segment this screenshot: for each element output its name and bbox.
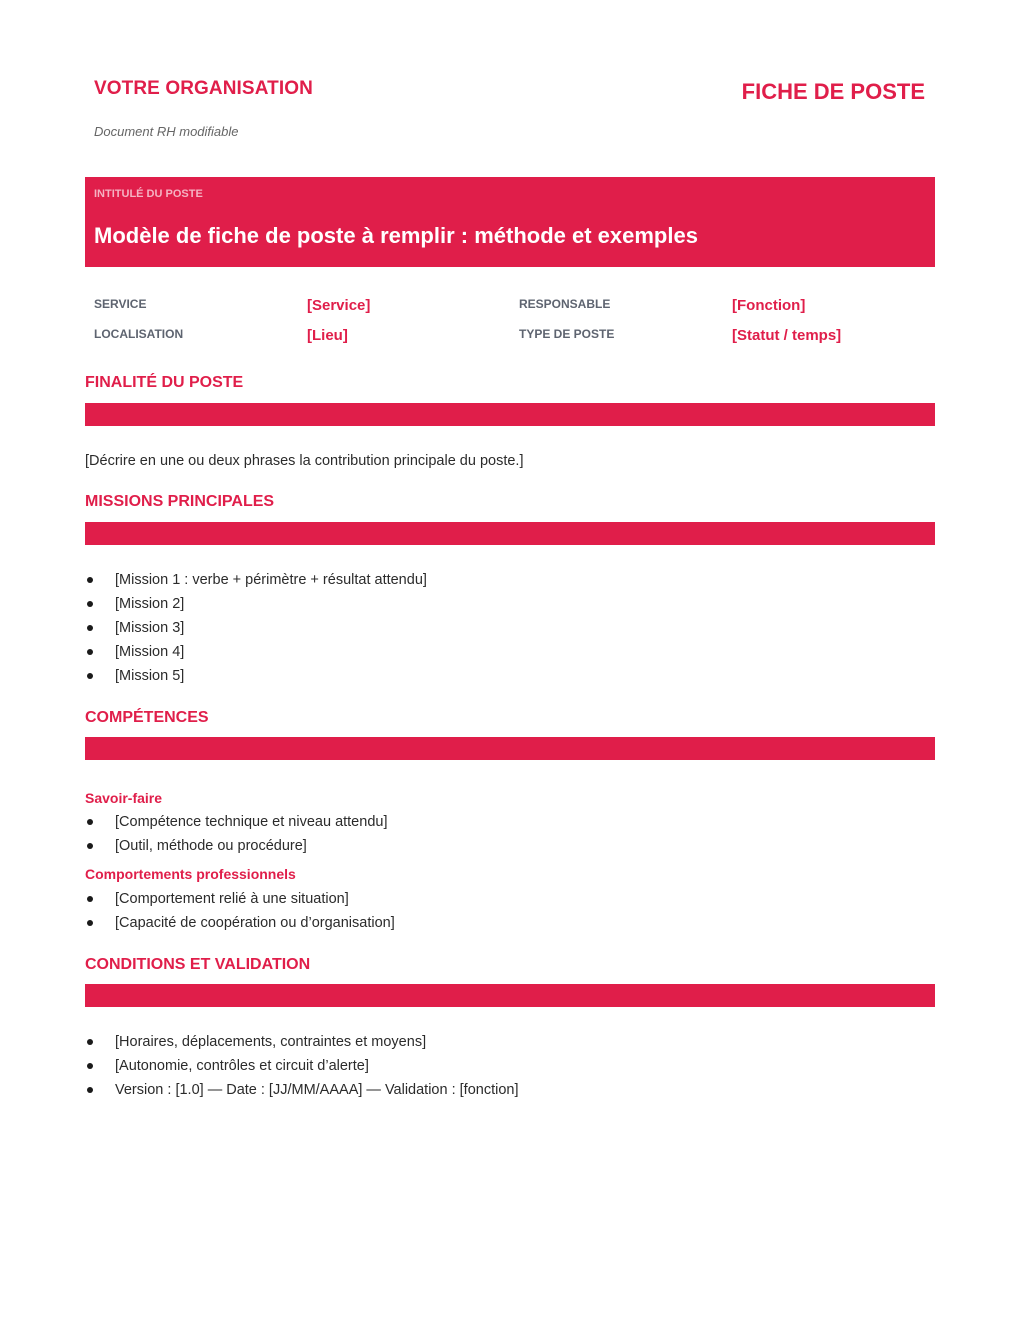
list-item-text: [Capacité de coopération ou d’organisation] [115, 915, 395, 931]
bullet-icon [87, 920, 93, 926]
bullet-icon [87, 649, 93, 655]
savoir-faire-list [85, 810, 387, 858]
section-divider-bar [85, 522, 935, 545]
list-item-text: [Horaires, déplacements, contraintes et moyens] [115, 1034, 427, 1050]
finalite-text: [Décrire en une ou deux phrases la contribution principale du poste.] [85, 453, 524, 469]
list-item-text: [Autonomie, contrôles et circuit d’alerte] [115, 1058, 369, 1074]
list-item-text: [Outil, méthode ou procédure] [115, 838, 307, 854]
bullet-icon [87, 625, 93, 631]
list-item [85, 810, 387, 834]
bullet-icon [87, 673, 93, 679]
list-item-text: Version : [1.0] — Date : [JJ/MM/AAAA] — Validation : [fonction] [115, 1082, 519, 1098]
section-divider-bar [85, 403, 935, 426]
list-item [85, 616, 427, 640]
section-divider-bar [85, 737, 935, 760]
subheading-comportements: Comportements professionnels [85, 866, 296, 882]
list-item-text: [Mission 1 : verbe + périmètre + résultat attendu] [115, 572, 427, 588]
list-item-text: [Mission 2] [115, 596, 185, 612]
list-item-text: [Comportement relié à une situation] [115, 891, 349, 907]
list-item-text: [Compétence technique et niveau attendu] [115, 814, 388, 830]
conditions-list [85, 1030, 519, 1102]
list-item [85, 664, 427, 688]
subheading-savoir-faire: Savoir-faire [85, 790, 163, 806]
list-item [85, 1054, 519, 1078]
document-subtitle: Document RH modifiable [94, 124, 239, 139]
service-label: SERVICE [94, 297, 147, 311]
list-item-text: [Mission 5] [115, 668, 185, 684]
job-title: Modèle de fiche de poste à remplir : méthode et exemples [94, 223, 698, 248]
section-title-finalite: FINALITÉ DU POSTE [85, 374, 244, 391]
type-label: TYPE DE POSTE [519, 327, 615, 341]
section-title-missions: MISSIONS PRINCIPALES [85, 493, 275, 510]
list-item [85, 834, 387, 858]
bullet-icon [87, 1039, 93, 1045]
service-value: [Service] [307, 297, 371, 314]
bullet-icon [87, 577, 93, 583]
job-title-banner [85, 177, 935, 267]
list-item-text: [Mission 4] [115, 644, 185, 660]
bullet-icon [87, 1063, 93, 1069]
organization-name: VOTRE ORGANISATION [94, 78, 313, 99]
list-item [85, 640, 427, 664]
bullet-icon [87, 843, 93, 849]
localisation-value: [Lieu] [307, 327, 348, 344]
missions-list [85, 568, 427, 688]
list-item [85, 592, 427, 616]
localisation-label: LOCALISATION [94, 327, 184, 341]
section-divider-bar [85, 984, 935, 1007]
section-title-competences: COMPÉTENCES [85, 709, 209, 726]
list-item [85, 887, 395, 911]
bullet-icon [87, 601, 93, 607]
list-item [85, 911, 395, 935]
section-title-conditions: CONDITIONS ET VALIDATION [85, 956, 311, 973]
bullet-icon [87, 1087, 93, 1093]
bullet-icon [87, 819, 93, 825]
list-item-text: [Mission 3] [115, 620, 185, 636]
comportements-list [85, 887, 395, 935]
responsable-label: RESPONSABLE [519, 297, 611, 311]
list-item [85, 568, 427, 592]
list-item [85, 1078, 519, 1102]
bullet-icon [87, 896, 93, 902]
type-value: [Statut / temps] [732, 327, 842, 344]
responsable-value: [Fonction] [732, 297, 806, 314]
banner-label: INTITULÉ DU POSTE [94, 188, 203, 200]
list-item [85, 1030, 519, 1054]
document-type-title: FICHE DE POSTE [741, 79, 925, 104]
